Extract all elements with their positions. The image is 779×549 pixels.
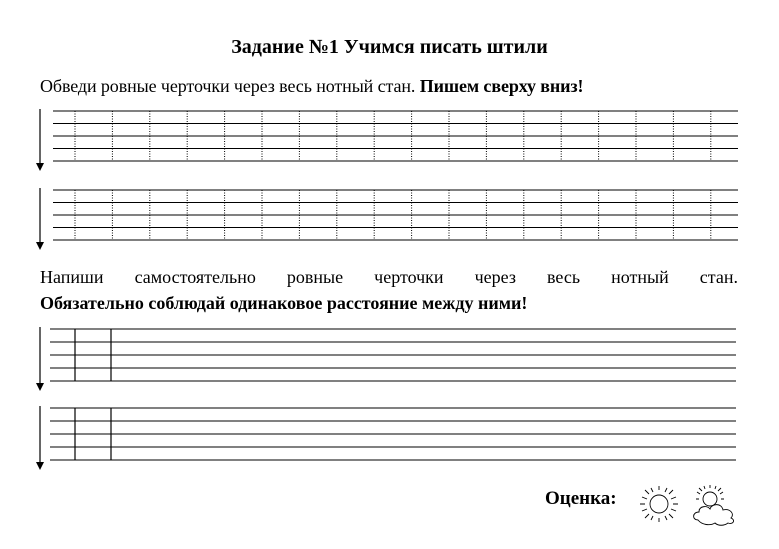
sun-cloud-icon [688, 484, 742, 526]
down-arrow-head [36, 242, 44, 250]
down-arrow-head [36, 163, 44, 171]
grade-label: Оценка: [545, 488, 617, 509]
tracing-staff-2 [36, 188, 738, 250]
page-title: Задание №1 Учимся писать штили [231, 36, 548, 58]
practice-staff-1 [36, 327, 736, 391]
down-arrow-head [36, 462, 44, 470]
down-arrow-head [36, 383, 44, 391]
tracing-staff-1 [36, 109, 738, 171]
instruction-trace-emphasis: Пишем сверху вниз! [419, 76, 584, 96]
sun-icon [636, 484, 682, 524]
instruction-practice-line2: Обязательно соблюдай одинаковое расстояние между ними! [40, 293, 528, 313]
instruction-trace-text: Обведи ровные черточки через весь нотный стан. [40, 76, 420, 96]
practice-staff-2 [36, 406, 736, 470]
instruction-practice-line1: Напиши самостоятельно ровные черточки через весь нотный стан. [40, 267, 738, 287]
